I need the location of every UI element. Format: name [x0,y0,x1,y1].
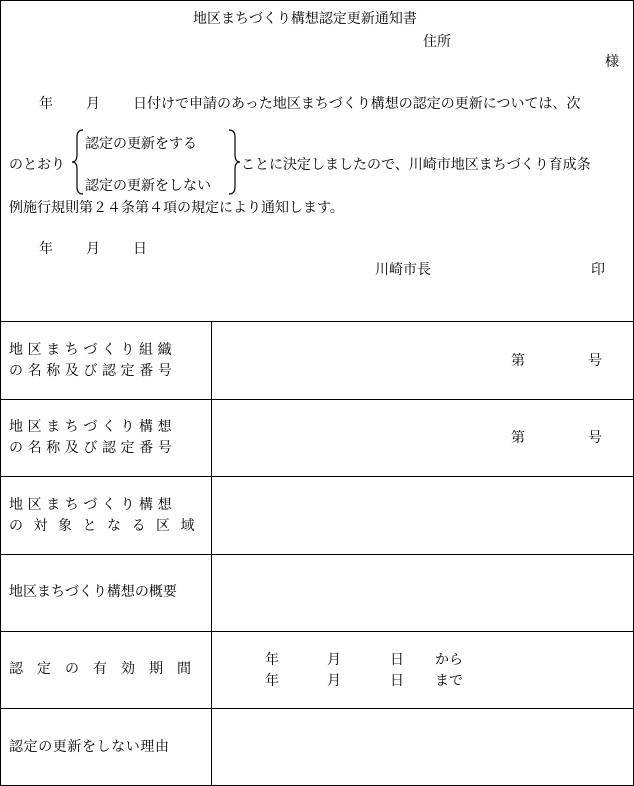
org-label-line-2: の名称及び認定番号 [9,363,177,379]
address-label: 住所 [423,34,451,50]
body-line-2-suffix: ことに決定しましたので、川崎市地区まちづくり育成条 [241,157,591,173]
plan-name-label [9,417,176,459]
document-title: 地区まちづくり構想認定更新通知書 [193,11,417,27]
date-year: 年 [39,96,53,112]
option-renew: 認定の更新をする [85,136,197,152]
honorific: 様 [605,54,619,70]
period-end-year: 年 [265,673,279,689]
org-label-line-1: 地区まちづくり組織 [9,342,177,358]
period-end-day: 日 [390,673,404,689]
plan-label-line-2: の名称及び認定番号 [9,440,177,456]
signature-year: 年 [39,241,53,257]
table-top-border [1,321,633,322]
row-divider [1,554,633,555]
signature-day: 日 [133,241,147,257]
org-name-label [9,340,176,382]
right-brace [227,129,241,195]
body-line-3: 例施行規則第２４条第４項の規定により通知します。 [9,200,344,216]
row-divider [1,476,633,477]
non-renewal-reason-label: 認定の更新をしない理由 [9,739,170,755]
plan-number-prefix: 第 [511,430,525,446]
validity-period-label: 認定の有効期間 [9,661,205,677]
period-end-month: 月 [327,673,341,689]
period-to: まで [435,673,463,689]
column-divider [211,321,212,785]
row-divider [1,631,633,632]
summary-label: 地区まちづくり構想の概要 [9,584,177,600]
org-number-prefix: 第 [511,353,525,369]
mayor-title: 川崎市長 [375,262,431,278]
plan-label-line-1: 地区まちづくり構想 [9,419,177,435]
option-not-renew: 認定の更新をしない [85,178,211,194]
row-divider [1,399,633,400]
period-start-day: 日 [390,652,404,668]
org-number-suffix: 号 [588,353,602,369]
target-area-label [9,495,205,537]
seal-mark: 印 [591,262,605,278]
left-brace [71,129,85,195]
date-month: 月 [86,96,100,112]
area-label-line-1: 地区まちづくり構想 [9,497,177,513]
body-line-1: 日付けで申請のあった地区まちづくり構想の認定の更新については、次 [133,96,581,112]
period-start-year: 年 [265,652,279,668]
body-line-2-prefix: のとおり [9,157,65,173]
period-from: から [435,652,463,668]
plan-number-suffix: 号 [588,430,602,446]
period-start-month: 月 [327,652,341,668]
area-label-line-2: の対象となる区域 [9,518,205,534]
signature-month: 月 [86,241,100,257]
row-divider [1,708,633,709]
